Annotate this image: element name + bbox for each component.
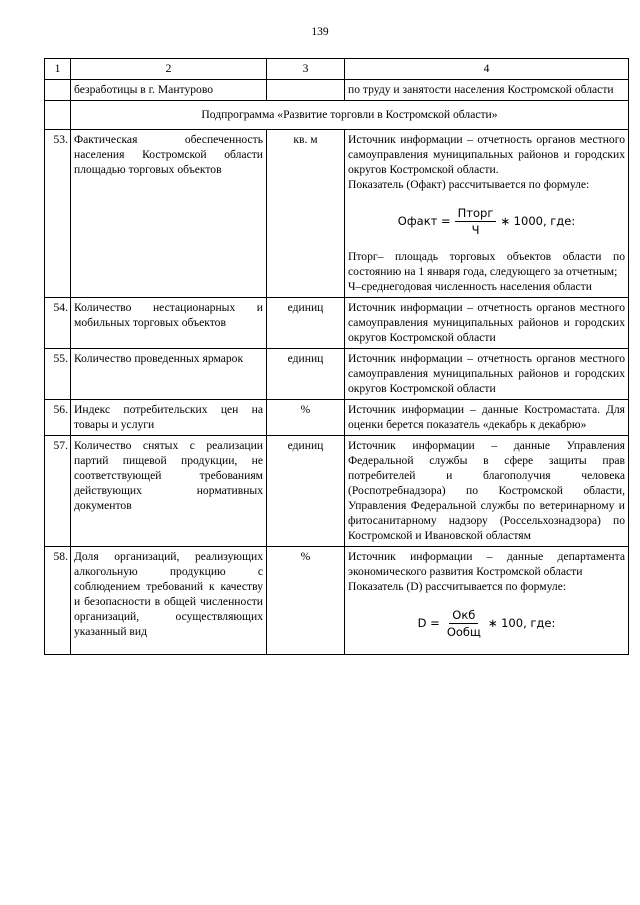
formula-tail: ∗ 1000, где: [500,214,576,228]
subprogram-row [45,101,629,130]
subprogram-title: Подпрограмма «Развитие торговли в Костромской области» [71,101,629,130]
row-number: 54. [45,298,71,349]
formula-intro: Показатель (Офакт) рассчитывается по формуле: [348,178,590,191]
indicator-name: Фактическая обеспеченность населения Костромской области площадью торговых объектов [71,130,267,298]
info-source [345,547,629,655]
formula-numerator: Пторг [455,206,497,222]
formula-denominator: Ч [471,223,480,237]
formula-fraction [444,608,484,639]
indicator-name: Доля организаций, реализующих алкогольную продукцию с соблюдением требований к качеству и безопасности в общей численности организаций, осуществляющих указанный вид [71,547,267,655]
info-source: Источник информации – данные Костромастата. Для оценки берется показатель «декабрь к декабрю» [345,400,629,436]
indicator-name: Количество снятых с реализации партий пищевой продукции, не соответствующей требованиям действующих нормативных документов [71,436,267,547]
indicator-name: Индекс потребительских цен на товары и услуги [71,400,267,436]
table-row [45,547,629,655]
row-number: 57. [45,436,71,547]
row-number: 53. [45,130,71,298]
table-header-row [45,59,629,80]
formula [348,206,625,237]
info-source: Источник информации – данные Управления Федеральной службы в сфере защиты прав потребителей и благополучия человека (Роспотребнадзора) по Костромской области, Управления Федеральной службы по ветеринарному и фитосанитарному надзору (Россельхознадзора) по Костромской и Ивановской областям [345,436,629,547]
indicator-name: безработицы в г. Мантурово [71,80,267,101]
header-col-3: 3 [267,59,345,80]
source-text: Источник информации – данные департамента экономического развития Костромской области [348,550,625,578]
info-source [345,130,629,298]
indicators-table [44,58,629,655]
indicator-name: Количество нестационарных и мобильных торговых объектов [71,298,267,349]
formula-fraction [455,206,497,237]
table-row [45,436,629,547]
formula-lhs: D = [417,616,440,630]
unit: единиц [267,349,345,400]
info-source: Источник информации – отчетность органов местного самоуправления муниципальных районов и городских округов Костромской области [345,298,629,349]
table-row-continuation [45,80,629,101]
info-source: по труду и занятости населения Костромской области [345,80,629,101]
formula-denominator: Ообщ [446,625,481,639]
table-row [45,349,629,400]
row-number: 55. [45,349,71,400]
indicator-name: Количество проведенных ярмарок [71,349,267,400]
row-number: 58. [45,547,71,655]
formula-variable: Пторг– площадь торговых объектов области по состоянию на 1 января года, следующего за отчетным; [348,250,625,278]
header-col-4: 4 [345,59,629,80]
unit [267,80,345,101]
header-col-2: 2 [71,59,267,80]
formula-numerator: Окб [449,608,478,624]
table-row [45,298,629,349]
page-number: 139 [311,26,329,38]
formula-lhs: Офакт = [397,214,451,228]
source-text: Источник информации – отчетность органов местного самоуправления муниципальных районов и городских округов Костромской области. [348,133,625,176]
formula-variable: Ч–среднегодовая численность населения области [348,280,592,293]
formula [348,608,625,639]
unit: единиц [267,436,345,547]
table-row [45,130,629,298]
row-number [45,80,71,101]
info-source: Источник информации – отчетность органов местного самоуправления муниципальных районов и городских округов Костромской области [345,349,629,400]
row-number: 56. [45,400,71,436]
unit: единиц [267,298,345,349]
formula-tail: ∗ 100, где: [487,616,556,630]
unit: % [267,400,345,436]
formula-intro: Показатель (D) рассчитывается по формуле: [348,580,567,593]
table-row [45,400,629,436]
row-number [45,101,71,130]
unit: % [267,547,345,655]
header-col-1: 1 [45,59,71,80]
unit: кв. м [267,130,345,298]
